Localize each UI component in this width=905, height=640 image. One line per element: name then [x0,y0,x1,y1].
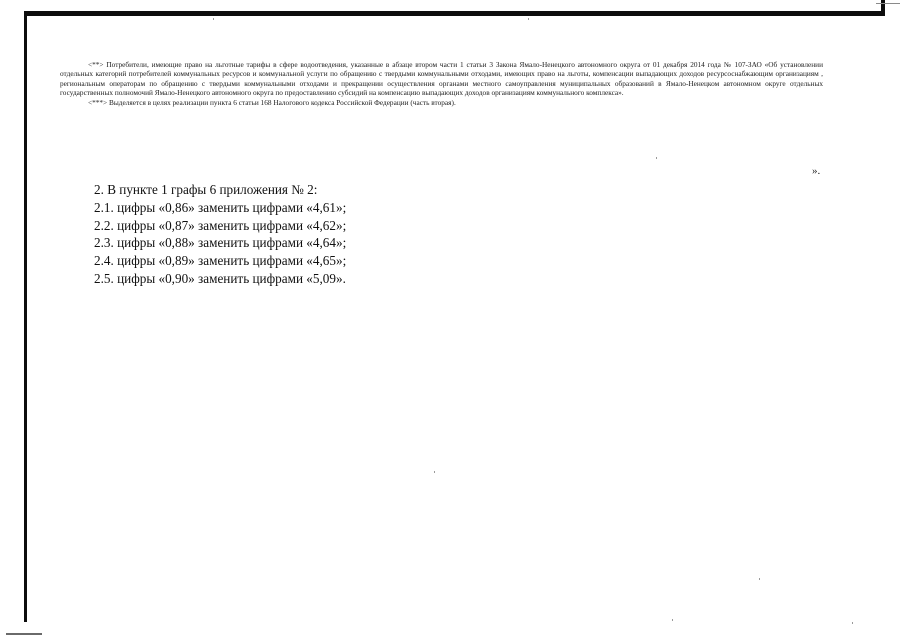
footnotes-block [60,60,823,107]
scan-speck [434,471,435,473]
closing-quote: ». [812,165,821,177]
scan-speck [672,619,673,621]
amendment-heading: 2. В пункте 1 графы 6 приложения № 2: [94,182,318,197]
amendment-item: 2.5. цифры «0,90» заменить цифрами «5,09». [94,270,346,286]
scan-speck [656,157,657,159]
scan-bottom-mark [6,633,42,635]
amendment-item: 2.1. цифры «0,86» заменить цифрами «4,61»; [94,199,347,215]
footnote-double-star: <**> Потребители, имеющие право на льготные тарифы в сфере водоотведения, указанные в абзаце втором части 1 статьи 3 Закона Ямало-Ненецкого автономного округа от 01 декабря 2014 года № 107-ЗАО «Об установлении отдельных категорий потребителей коммунальных ресурсов и коммунальной услуги по обращению с твердыми коммунальными отходами, имеющих право на льготы, компенсации выпадающих доходов ресурсоснабжающим организациям , региональным операторам по обращению с твердыми коммунальными отходами и прекращении осуществления органами местного самоуправления муниципальных образований в Ямало-Ненецком автономном округе отдельных государственных полномочий Ямало-Ненецкого автономного округа по предоставлению субсидий на компенсацию выпадающих доходов организациям коммунального комплекса». [60,60,823,98]
scan-border-top [24,11,881,16]
scan-speck [528,18,529,20]
scan-speck [852,622,853,624]
amendment-item: 2.4. цифры «0,89» заменить цифрами «4,65»; [94,253,347,269]
scan-corner-mark [876,3,900,4]
scan-speck [213,18,214,20]
amendment-item: 2.2. цифры «0,87» заменить цифрами «4,62»; [94,217,347,233]
footnote-triple-star: <***> Выделяется в целях реализации пункта 6 статьи 168 Налогового кодекса Российской Федерации (часть вторая). [88,97,456,107]
scan-border-left [24,11,27,622]
amendment-item: 2.3. цифры «0,88» заменить цифрами «4,64»; [94,235,347,251]
scan-speck [759,578,760,580]
amendment-list [94,181,346,288]
